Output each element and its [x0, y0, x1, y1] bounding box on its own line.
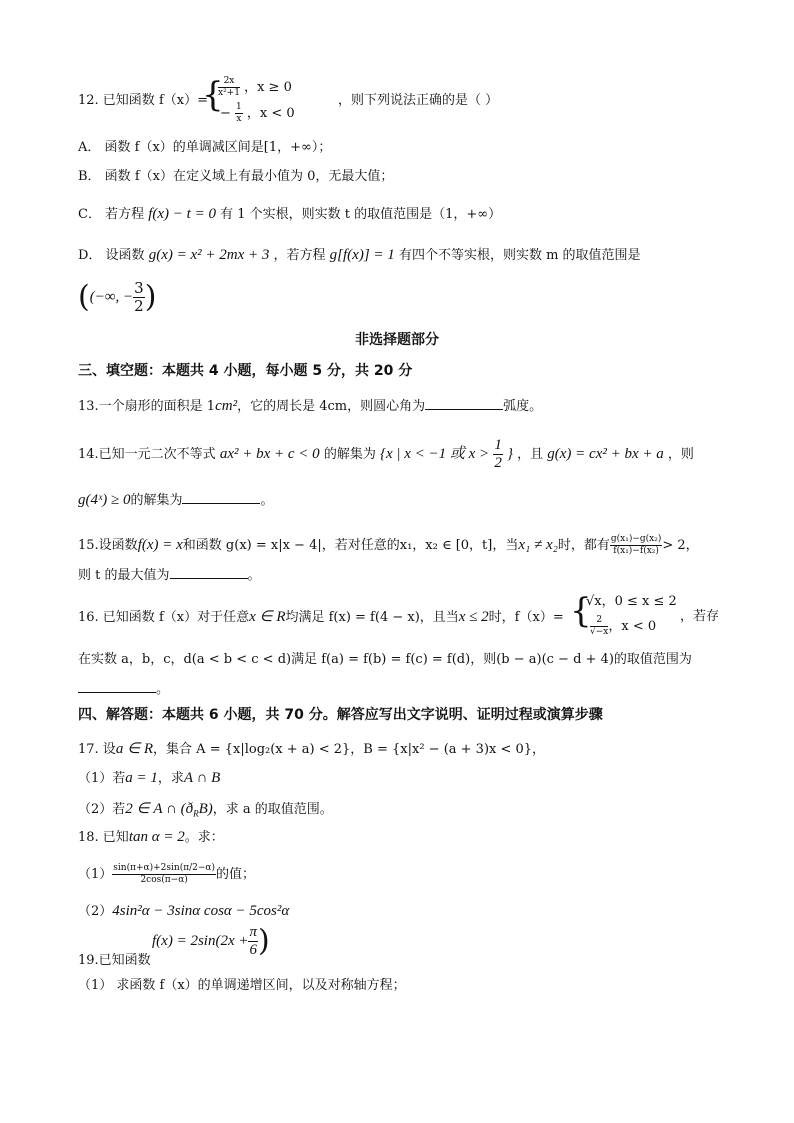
- q14-line2-math: g(4ˣ) ≥ 0: [78, 492, 131, 508]
- q19-function-frac: [248, 924, 258, 959]
- q16-piece2: [590, 615, 656, 638]
- q16-tail1: [680, 608, 719, 626]
- q12-stem-suffix-text: ，则下列说法正确的是（ ）: [338, 93, 499, 108]
- q19-part1: [78, 977, 406, 995]
- q18-part1: [78, 863, 255, 886]
- q12-piece1-frac: [218, 76, 240, 99]
- q16-piece2-num: 2: [590, 615, 608, 627]
- q14-line2: [78, 490, 274, 510]
- q19-function-den: 6: [249, 942, 257, 958]
- q16-line3: [78, 679, 169, 699]
- q13-answer-blank[interactable]: [425, 396, 503, 410]
- q13-post: ，它的周长是 4cm，则圆心角为: [237, 399, 426, 414]
- q18-part1-den: 2cos(π−α): [140, 875, 188, 885]
- q18-tan: tan α = 2: [128, 829, 185, 845]
- q12-option-c-post: 有 1 个实根，则实数 t 的取值范围是（1，+∞）: [220, 207, 502, 222]
- q12-piece1-cond: ，x ≥ 0: [244, 80, 292, 95]
- q12-brace: {: [202, 75, 224, 115]
- q19-function-left: f(x) = 2sin(2x +: [152, 933, 249, 949]
- q12-option-d-mid: ，若方程: [273, 248, 326, 263]
- section4-heading: 四、解答题：本题共 6 小题，共 70 分。解答应写出文字说明、证明过程或演算步骤: [78, 707, 603, 723]
- q17-pre: 17. 设: [78, 742, 116, 757]
- q14-pre: 14.已知一元二次不等式: [78, 447, 216, 462]
- q14-line2-tail: 。: [260, 493, 274, 508]
- q12-option-b-text: B． 函数 f（x）在定义域上有最小值为 0，无最大值；: [78, 169, 394, 184]
- q14-set-den: 2: [494, 455, 502, 471]
- q12-piece2-cond: ，x < 0: [246, 106, 295, 121]
- q15-when: 时，都有: [557, 538, 610, 553]
- q14-set-left: {x | x < −1 或 x >: [379, 446, 490, 462]
- q14: [78, 437, 694, 472]
- q13-pre: 13.一个扇形的面积是 1: [78, 399, 216, 414]
- q16: [78, 608, 564, 627]
- q13: [78, 396, 542, 416]
- q14-mid: 的解集为: [323, 447, 376, 462]
- q15-answer-blank[interactable]: [170, 565, 248, 579]
- q12-option-d-math1: g(x) = x² + 2mx + 3: [148, 247, 270, 263]
- q15-line2: [78, 565, 261, 585]
- q18-part1-frac: [112, 863, 216, 886]
- q16-piece2-cond: ，x < 0: [608, 619, 657, 634]
- q16-brace: {: [570, 591, 592, 631]
- q15-line2-tail: 。: [247, 568, 261, 583]
- q12-option-d-answer-den: 2: [134, 297, 144, 315]
- q12-piece2-num: 1: [236, 102, 242, 112]
- q14-set-num: 1: [494, 437, 502, 453]
- q14-set-right: }: [506, 446, 513, 462]
- q12-option-b: [78, 168, 393, 186]
- q18-part1-post: 的值；: [216, 867, 256, 882]
- q17-part1-mid: ，求: [157, 771, 184, 786]
- section3-heading: 三、填空题：本题共 4 小题，每小题 5 分，共 20 分: [78, 363, 413, 379]
- q16-line3-tail: 。: [156, 682, 170, 697]
- q18-part2-pre: （2）: [78, 904, 113, 919]
- q18-part2-math: 4sin²α − 3sinα cosα − 5cos²α: [112, 903, 290, 919]
- q14-answer-blank[interactable]: [182, 490, 260, 504]
- q14-and: ，且: [517, 447, 544, 462]
- q12-option-d-post: 有四个不等实根，则实数 m 的取值范围是: [398, 248, 641, 263]
- q16-mid: 均满足 f(x) = f(4 − x)，且当: [285, 610, 459, 625]
- q16-piece2-den: √−x: [590, 627, 609, 637]
- q15-line2-pre: 则 t 的最大值为: [78, 568, 170, 583]
- q15-neq: x₁ ≠ x₂: [518, 537, 558, 553]
- q16-piece1-text: √x，0 ≤ x ≤ 2: [586, 594, 677, 609]
- q14-inequality: ax² + bx + c < 0: [219, 446, 320, 462]
- q17-part1-a: a = 1: [125, 770, 158, 786]
- q12-option-c: [78, 205, 501, 224]
- q16-x-le: x ≤ 2: [458, 609, 489, 625]
- q12-option-a-text: A． 函数 f（x）的单调减区间是[1，+∞）；: [78, 140, 332, 155]
- q15: [78, 534, 699, 557]
- q12-option-d-math2: g[f(x)] = 1: [329, 247, 395, 263]
- q16-answer-blank[interactable]: [78, 679, 156, 693]
- q12-piece2: − $\frac{1}{x}$ ，x < 0: [220, 102, 295, 124]
- q15-mid: 和函数 g(x) = x|x − 4|，若对任意的x₁，x₂ ∈ [0，t]，当: [182, 538, 519, 553]
- q17-part1-pre: （1）若: [78, 771, 126, 786]
- q17-part1: [78, 769, 220, 788]
- q12-option-d-pre: D． 设函数: [78, 248, 145, 263]
- q14-then: ，则: [667, 447, 694, 462]
- q14-line2-post: 的解集为: [130, 493, 183, 508]
- q14-g-function: g(x) = cx² + bx + a: [547, 446, 664, 462]
- q12-piece1-num: 2x: [218, 76, 240, 88]
- q18-post: 。求：: [184, 830, 224, 845]
- q15-gt: > 2，: [662, 538, 699, 553]
- q13-unit: cm²: [215, 398, 238, 414]
- q12-piece2-frac: [235, 102, 243, 125]
- q19-function: [152, 924, 270, 959]
- q17-a-in-r: a ∈ R: [115, 741, 154, 757]
- q16-piece2-frac: [590, 615, 608, 638]
- q12-option-d-answer-num: 3: [134, 279, 144, 297]
- q15-pre: 15.设函数: [78, 538, 138, 553]
- q19-function-right: ): [257, 923, 270, 959]
- q12-option-c-pre: C． 若方程: [78, 207, 145, 222]
- q19-stem: [78, 952, 151, 970]
- q19-part1-text: （1） 求函数 f（x）的单调递增区间，以及对称轴方程；: [78, 978, 406, 993]
- q16-line2-text: 在实数 a，b，c，d(a < b < c < d)满足 f(a) = f(b) = f(c) = f(d)，则(b − a)(c − d + 4)的取值范围为: [78, 652, 692, 667]
- q15-frac-num: g(x₁)−g(x₂): [610, 534, 662, 544]
- q17-part2-math: 2 ∈ A ∩ (ð: [125, 801, 194, 817]
- q12-piece1-den: x²+1: [218, 88, 240, 98]
- q15-f-function: f(x) = x: [137, 537, 183, 553]
- q19-pre: 19.已知函数: [78, 953, 151, 968]
- q16-x-in-r: x ∈ R: [249, 609, 286, 625]
- q18-part1-pre: （1）: [78, 867, 113, 882]
- q18-part1-num: sin(π+α)+2sin(π/2−α): [113, 863, 216, 873]
- q16-line2: [78, 651, 692, 669]
- q12-option-d-answer: ((−∞, − $\frac{3}{2}$ ): [78, 279, 157, 315]
- q18-pre: 18. 已知: [78, 830, 129, 845]
- q17-part2-sub: R: [193, 808, 199, 819]
- q17-part1-set: A ∩ B: [183, 770, 221, 786]
- q12-piece1: [218, 76, 292, 99]
- q19-function-num: π: [249, 924, 257, 940]
- q12-option-d-answer-frac: [133, 280, 145, 315]
- q17-post: ，集合 A = {x|log₂(x + a) < 2}，B = {x|x² − (a + 3)x < 0}，: [153, 742, 546, 757]
- q16-pre: 16. 已知函数 f（x）对于任意: [78, 610, 250, 625]
- q13-tail: 弧度。: [503, 399, 543, 414]
- q12-stem: [78, 92, 208, 110]
- q12-option-d-answer-left: (−∞, −: [89, 289, 134, 305]
- q14-set-frac: [493, 437, 503, 472]
- q12-option-d: [78, 246, 641, 265]
- q16-tail1-text: ，若存: [680, 609, 720, 624]
- q17-part2-post: ，求 a 的取值范围。: [212, 802, 333, 817]
- section-nonchoice-heading: 非选择题部分: [355, 332, 439, 348]
- q16-when: 时，f（x）=: [488, 610, 564, 625]
- q17-part2-pre: （2）若: [78, 802, 126, 817]
- q12-piece2-den: x: [236, 114, 242, 124]
- q15-frac-den: f(x₁)−f(x₂): [613, 546, 659, 556]
- q12-stem-prefix: 12. 已知函数 f（x）=: [78, 93, 208, 108]
- q12-option-a: [78, 139, 331, 157]
- q15-frac: [610, 534, 662, 557]
- q12-option-c-math: f(x) − t = 0: [148, 206, 216, 222]
- q17-part2-close: B): [198, 801, 213, 817]
- q18-part2: [78, 902, 289, 921]
- q17-part2: [78, 800, 333, 823]
- q17: [78, 740, 545, 759]
- q16-piece1: [586, 593, 677, 611]
- q18: [78, 828, 224, 847]
- q12-stem-suffix: [338, 92, 498, 110]
